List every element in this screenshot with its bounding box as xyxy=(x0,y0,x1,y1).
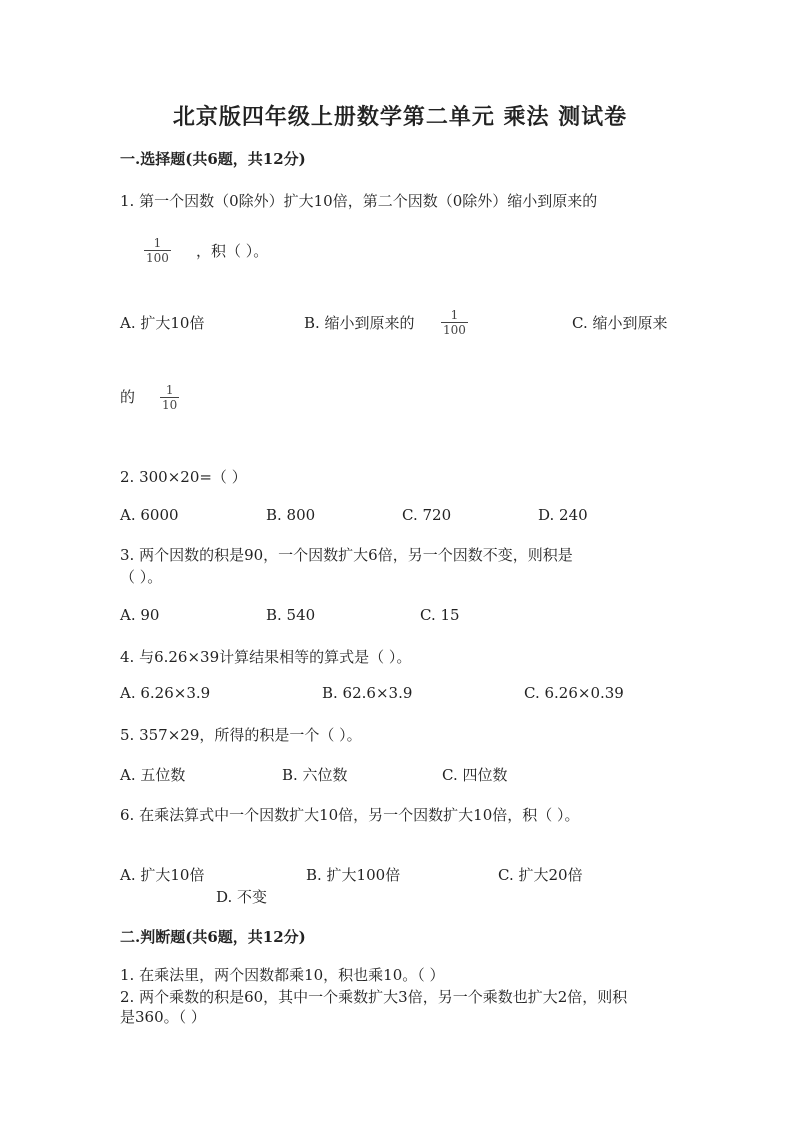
section-heading-choice: 一.选择题(共6题，共12分) xyxy=(120,150,306,168)
question-1-stem-tail: ，积（ ）。 xyxy=(196,242,269,260)
question-5-option-a: A. 五位数 xyxy=(120,766,186,784)
question-4-option-a: A. 6.26×3.9 xyxy=(120,684,211,702)
question-3-option-a: A. 90 xyxy=(120,606,160,624)
question-6-option-c: C. 扩大20倍 xyxy=(498,866,583,884)
question-1-stem: 1. 第一个因数（0除外）扩大10倍，第二个因数（0除外）缩小到原来的 xyxy=(120,192,598,210)
question-1-option-c: C. 缩小到原来 xyxy=(572,314,668,332)
judgement-2-stem: 2. 两个乘数的积是60，其中一个乘数扩大3倍，另一个乘数也扩大2倍，则积 xyxy=(120,988,628,1006)
question-2-option-b: B. 800 xyxy=(266,506,316,524)
question-6-option-a: A. 扩大10倍 xyxy=(120,866,205,884)
question-4-option-c: C. 6.26×0.39 xyxy=(524,684,624,702)
question-2-option-a: A. 6000 xyxy=(120,506,179,524)
question-3-stem-line-2: （ ）。 xyxy=(120,568,163,586)
question-1-option-a: A. 扩大10倍 xyxy=(120,314,205,332)
judgement-2-stem-line-2: 是360。（ ） xyxy=(120,1008,206,1026)
question-6-option-b: B. 扩大100倍 xyxy=(306,866,401,884)
question-4-stem: 4. 与6.26×39计算结果相等的算式是（ ）。 xyxy=(120,648,412,666)
question-1-option-b: B. 缩小到原来的 xyxy=(304,314,415,332)
question-4-option-b: B. 62.6×3.9 xyxy=(322,684,413,702)
question-1-option-b-fraction: $\frac{1}{100}$ xyxy=(443,308,466,337)
judgement-1-stem: 1. 在乘法里，两个因数都乘10，积也乘10。（ ） xyxy=(120,966,445,984)
page-title: 北京版四年级上册数学第二单元 乘法 测试卷 xyxy=(172,104,628,130)
question-3-option-c: C. 15 xyxy=(420,606,460,624)
question-3-stem: 3. 两个因数的积是90，一个因数扩大6倍，另一个因数不变，则积是 xyxy=(120,546,573,564)
question-2-option-d: D. 240 xyxy=(538,506,588,524)
question-2-stem: 2. 300×20=（ ） xyxy=(120,468,247,486)
question-1-option-c-continued: 的 xyxy=(120,388,136,406)
section-heading-judgement: 二.判断题(共6题，共12分) xyxy=(120,928,306,946)
question-6-option-d: D. 不变 xyxy=(216,888,268,906)
question-5-stem: 5. 357×29，所得的积是一个（ ）。 xyxy=(120,726,362,744)
question-6-stem: 6. 在乘法算式中一个因数扩大10倍，另一个因数扩大10倍，积（ ）。 xyxy=(120,806,580,824)
question-2-option-c: C. 720 xyxy=(402,506,452,524)
question-1-option-c-fraction: $\frac{1}{10}$ xyxy=(162,383,178,412)
question-1-fraction: $\frac{1}{100}$ xyxy=(146,236,169,265)
question-3-option-b: B. 540 xyxy=(266,606,316,624)
question-5-option-b: B. 六位数 xyxy=(282,766,348,784)
question-5-option-c: C. 四位数 xyxy=(442,766,508,784)
